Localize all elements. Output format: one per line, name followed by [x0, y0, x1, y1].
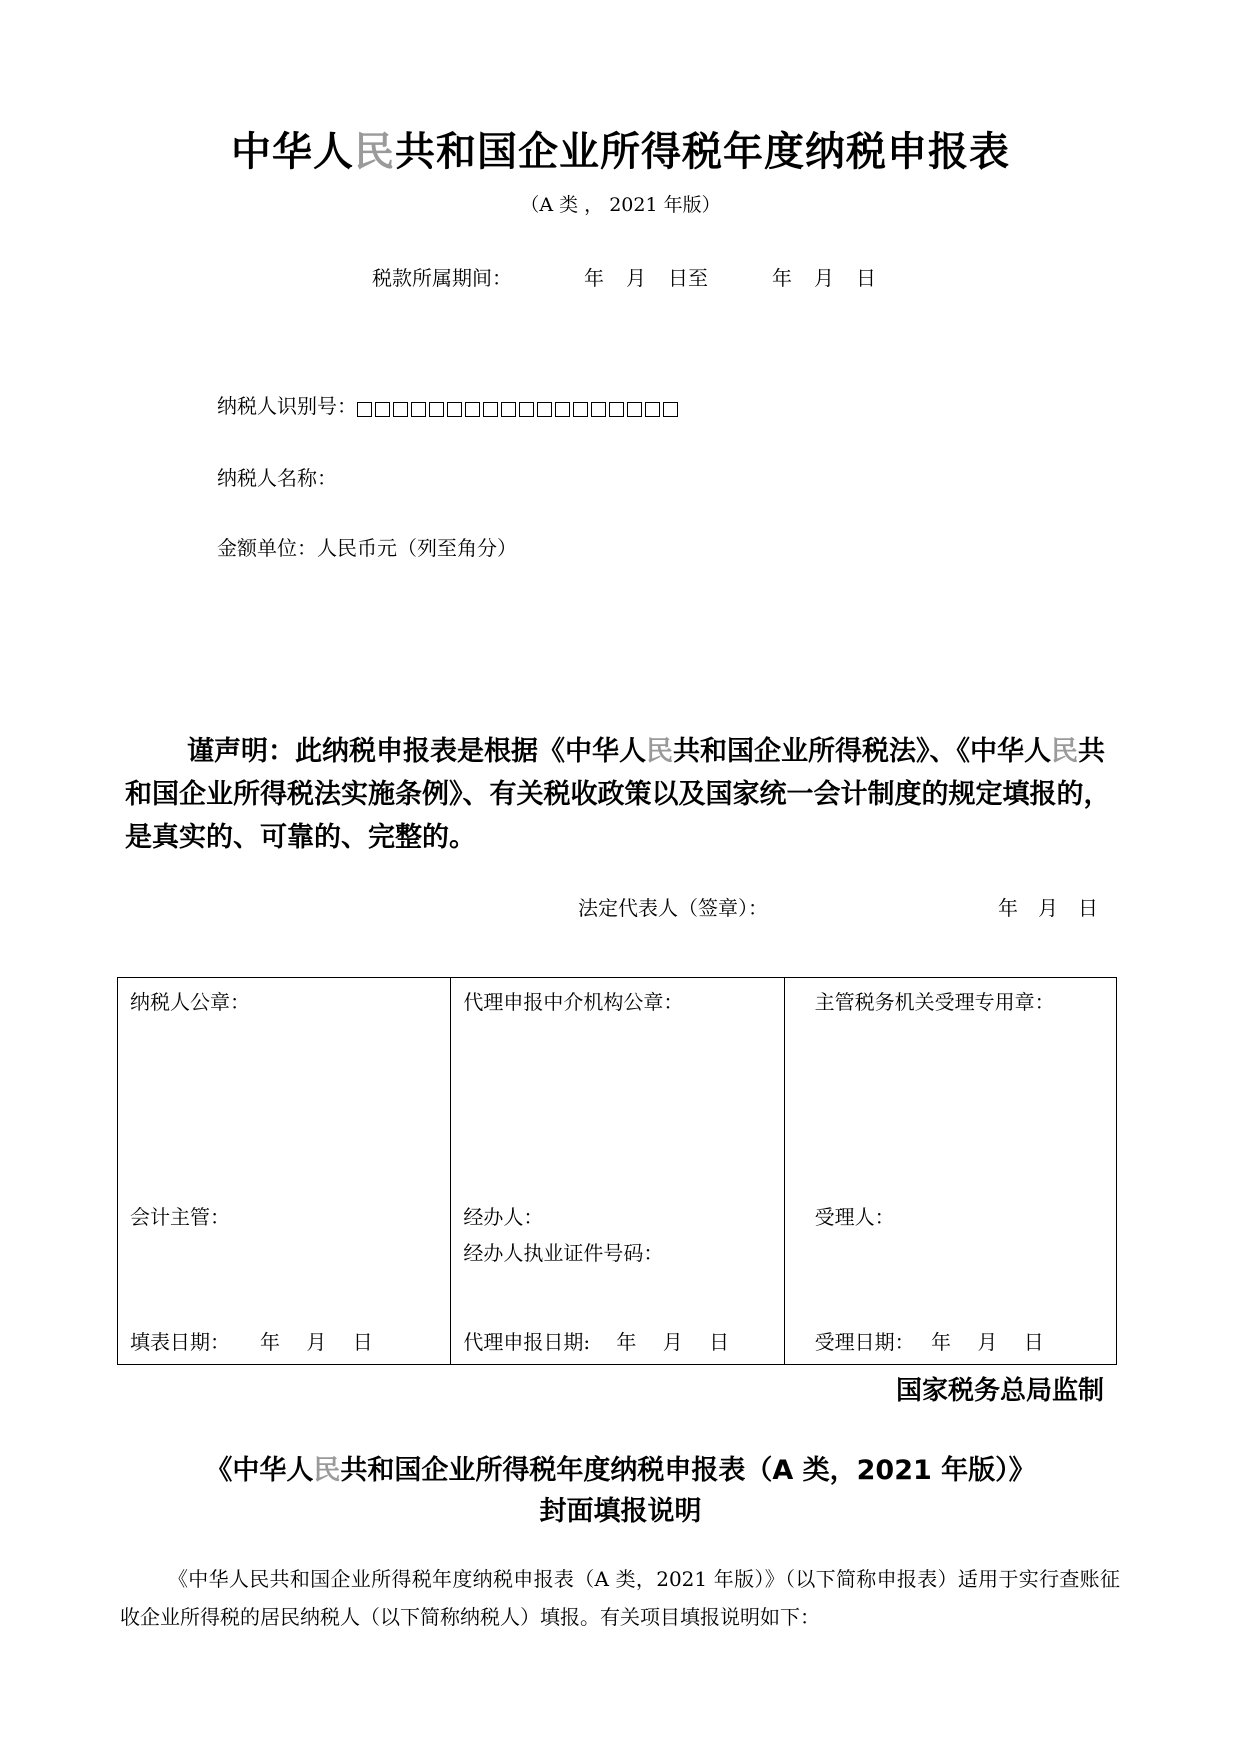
- legal-rep-signature-date: 年 月 日: [998, 896, 1098, 920]
- tax-period-line: [372, 262, 876, 291]
- period-day-1: 日至: [668, 266, 708, 290]
- taxpayer-id-box[interactable]: [645, 402, 660, 417]
- supervision-note: 国家税务总局监制: [895, 1376, 1104, 1406]
- instructions-paragraph: 《中华人民共和国企业所得税年度纳税申报表（A 类，2021 年版）》（以下简称申报表）适用于实行查账征收企业所得税的居民纳税人（以下简称纳税人）填报。有关项目填报说明如下：: [120, 1567, 1120, 1629]
- declaration-part: 共和国企业所得税法实施条例》、有关税收政策以及国家统一会计制度的规定填报的，是真实的、可靠的、完整的。: [125, 736, 1111, 853]
- period-month-2: 月: [814, 266, 834, 290]
- receive-date-label: 受理日期： 年 月 日: [814, 1330, 1044, 1354]
- title-part: 民: [354, 129, 395, 175]
- taxpayer-id-box[interactable]: [411, 402, 426, 417]
- taxpayer-id-box[interactable]: [555, 402, 570, 417]
- taxpayer-id-box[interactable]: [447, 402, 462, 417]
- taxpayer-id-box[interactable]: [375, 402, 390, 417]
- taxpayer-id-box[interactable]: [357, 402, 372, 417]
- stamp-table: [117, 977, 1117, 1365]
- taxpayer-name-label: 纳税人名称：: [217, 466, 337, 490]
- agent-license-label: 经办人执业证件号码：: [463, 1241, 664, 1265]
- instructions-title-part: 共和国企业所得税年度纳税申报表（A 类，2021 年版）》: [340, 1455, 1036, 1486]
- instructions-title-part: 《中华人: [205, 1455, 314, 1486]
- instructions-title: [0, 1448, 1241, 1487]
- taxpayer-id-box[interactable]: [483, 402, 498, 417]
- taxpayer-id-box[interactable]: [393, 402, 408, 417]
- accountant-label: 会计主管：: [130, 1205, 230, 1229]
- taxpayer-id-boxes[interactable]: [357, 396, 681, 420]
- taxpayer-id-box[interactable]: [591, 402, 606, 417]
- taxpayer-id-box[interactable]: [465, 402, 480, 417]
- taxpayer-stamp-label: 纳税人公章：: [130, 990, 250, 1014]
- title-part: 中华人: [231, 129, 354, 175]
- taxpayer-id-box[interactable]: [501, 402, 516, 417]
- taxpayer-stamp-cell[interactable]: [118, 978, 450, 1364]
- tax-authority-stamp-cell[interactable]: [784, 978, 1116, 1364]
- instructions-subtitle: 封面填报说明: [539, 1496, 702, 1527]
- taxpayer-id-box[interactable]: [627, 402, 642, 417]
- agent-stamp-cell[interactable]: [450, 978, 783, 1364]
- declaration-statement: [125, 730, 1115, 859]
- receiver-label: 受理人：: [814, 1205, 895, 1229]
- taxpayer-id-box[interactable]: [573, 402, 588, 417]
- taxpayer-id-box[interactable]: [663, 402, 678, 417]
- period-day-2: 日: [856, 266, 876, 290]
- declaration-part: 民: [1051, 736, 1078, 767]
- agent-date-label: 代理申报日期: 年 月 日: [463, 1330, 730, 1354]
- taxpayer-id-label: 纳税人识别号：: [217, 394, 357, 418]
- page-subtitle: （A 类 ， 2021 年版）: [520, 194, 721, 216]
- page-title: [0, 120, 1241, 177]
- period-year-1: 年: [584, 266, 604, 290]
- amount-unit-label: 金额单位：人民币元（列至角分）: [217, 536, 517, 560]
- fill-date-label: 填表日期： 年 月 日: [130, 1330, 373, 1354]
- taxpayer-id-box[interactable]: [537, 402, 552, 417]
- tax-authority-stamp-label: 主管税务机关受理专用章：: [814, 990, 1055, 1014]
- taxpayer-id-box[interactable]: [609, 402, 624, 417]
- agent-stamp-label: 代理申报中介机构公章：: [463, 990, 684, 1014]
- taxpayer-id-box[interactable]: [519, 402, 534, 417]
- taxpayer-id-line: [217, 390, 681, 420]
- legal-rep-signature-label: 法定代表人（签章）：: [578, 896, 768, 920]
- title-part: 共和国企业所得税年度纳税申报表: [395, 129, 1010, 175]
- declaration-part: 共和国企业所得税法》、《中华人: [673, 736, 1051, 767]
- taxpayer-id-box[interactable]: [429, 402, 444, 417]
- period-month-1: 月: [626, 266, 646, 290]
- agent-handler-label: 经办人：: [463, 1205, 544, 1229]
- period-year-2: 年: [772, 266, 792, 290]
- tax-period-label: 税款所属期间：: [372, 266, 512, 290]
- declaration-part: 民: [646, 736, 673, 767]
- instructions-title-part: 民: [313, 1455, 341, 1486]
- declaration-part: 谨声明：此纳税申报表是根据《中华人: [187, 736, 646, 767]
